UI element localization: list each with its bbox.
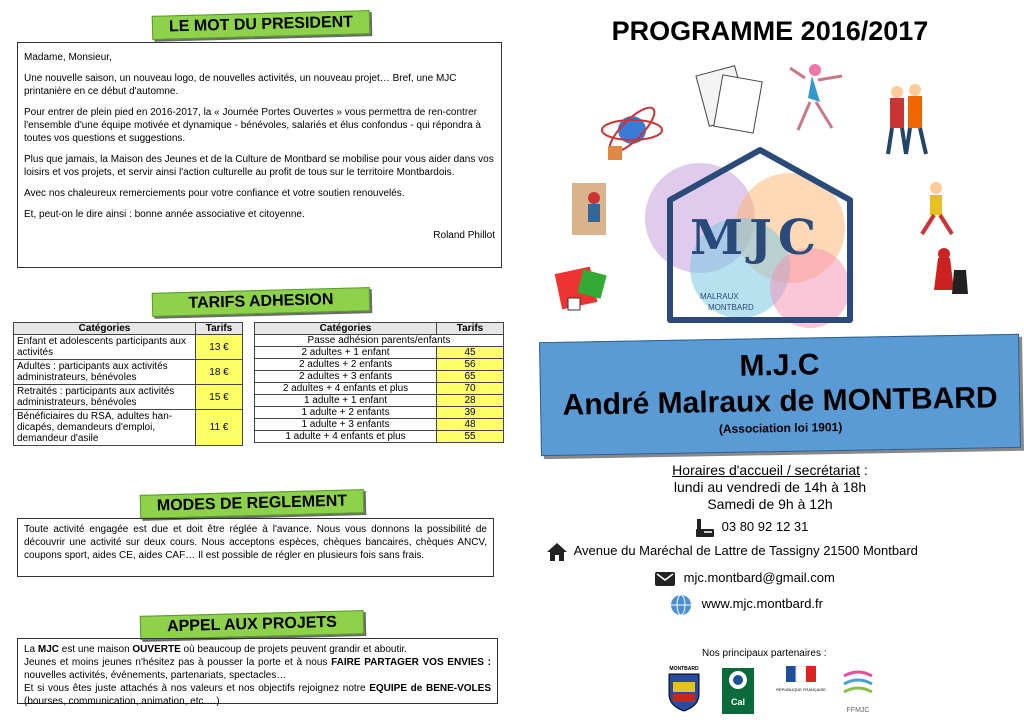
website-link[interactable]: www.mjc.montbard.fr bbox=[701, 596, 823, 612]
dancer-icon bbox=[790, 64, 842, 130]
col-categories: Catégories bbox=[14, 323, 196, 335]
col-tarifs: Tarifs bbox=[196, 323, 243, 335]
table-row: Bénéficiaires du RSA, adultes han-dicapés, demandeurs d'emploi, demandeur d'asile 11 € bbox=[14, 410, 243, 446]
mjc-name-full: André Malraux de MONTBARD bbox=[562, 381, 998, 422]
col-tarifs: Tarifs bbox=[437, 323, 504, 335]
logo-sub2: MONTBARD bbox=[708, 303, 754, 312]
fitness-icon bbox=[922, 182, 952, 234]
tarifs-title: TARIFS ADHESION bbox=[152, 287, 371, 317]
president-paragraph: Avec nos chaleureux remerciements pour votre confiance et votre soutien renouvelés. bbox=[24, 188, 405, 199]
col-categories: Catégories bbox=[255, 323, 437, 335]
web-row bbox=[670, 594, 823, 616]
table-row: Retraités : participants aux activités administrateurs, bénévoles 15 € bbox=[14, 385, 243, 410]
cards-icon bbox=[696, 66, 762, 133]
table-row: 1 adulte + 4 enfants et plus 55 bbox=[255, 431, 504, 443]
illustrations bbox=[550, 58, 990, 328]
email-row bbox=[654, 570, 835, 588]
partner-ffmjc: FFMJC bbox=[838, 666, 878, 714]
hikers-icon bbox=[888, 84, 926, 154]
table-row: Enfant et adolescents participants aux activités 13 € bbox=[14, 335, 243, 360]
chess-icon bbox=[934, 248, 968, 294]
mjc-name-short: M.J.C bbox=[739, 348, 820, 383]
table-row: 2 adultes + 2 enfants 56 bbox=[255, 359, 504, 371]
partners-title: Nos principaux partenaires : bbox=[702, 648, 827, 659]
address-row bbox=[546, 542, 918, 562]
table-row: 1 adulte + 1 enfant 28 bbox=[255, 395, 504, 407]
email-icon bbox=[654, 570, 676, 588]
partner-caf: Cal bbox=[722, 668, 754, 714]
horaires-saturday: Samedi de 9h à 12h bbox=[707, 496, 833, 512]
science-icon bbox=[602, 102, 662, 160]
president-message bbox=[17, 42, 502, 268]
president-paragraph: Et, peut-on le dire ainsi : bonne année associative et citoyenne. bbox=[24, 209, 305, 220]
tarifs-individual-table bbox=[13, 322, 243, 446]
email-link[interactable]: mjc.montbard@gmail.com bbox=[683, 570, 835, 586]
climbing-icon bbox=[572, 183, 606, 235]
table-row: 2 adultes + 3 enfants 65 bbox=[255, 371, 504, 383]
table-row: 1 adulte + 2 enfants 39 bbox=[255, 407, 504, 419]
ffmjc-logo-icon bbox=[840, 666, 876, 702]
table-row: Adultes : participants aux activités administrateurs, bénévoles 18 € bbox=[14, 360, 243, 385]
phone-number[interactable]: 03 80 92 12 31 bbox=[721, 519, 809, 535]
family-subheader: Passe adhésion parents/enfants bbox=[255, 335, 504, 347]
president-paragraph: Plus que jamais, la Maison des Jeunes et de la Culture de Montbard se mobilise pour vous aider dans vos loisirs et vos projets, et servir ainsi l'action culturelle au profit de tous sur le territoire Montbardois. bbox=[24, 154, 494, 178]
marianne-logo-icon bbox=[786, 666, 816, 682]
mjc-status: (Association loi 1901) bbox=[718, 419, 843, 437]
president-paragraph: Une nouvelle saison, un nouveau logo, de nouvelles activités, un nouveau projet… Bref, une MJC printanière en ce début d'automne. bbox=[24, 73, 457, 97]
mjc-banner bbox=[539, 334, 1021, 456]
tarifs-family-table bbox=[254, 322, 504, 443]
address: Avenue du Maréchal de Lattre de Tassigny 21500 Montbard bbox=[573, 543, 918, 559]
table-row: 2 adultes + 4 enfants et plus 70 bbox=[255, 383, 504, 395]
projets-box: La MJC est une maison OUVERTE où beaucoup de projets peuvent grandir et aboutir. Jeunes et moins jeunes n'hésitez pas à pousser la porte et à nous FAIRE PARTAGER VOS ENVIES : nouvelles activités, événements, partenariats, spectacles… Et si vous êtes juste attachés à nos valeurs et nos objectifs rejoignez notre EQUIPE de BENE-VOLES (bourses, communication, animation, etc.…) bbox=[17, 638, 498, 704]
partner-republique: RÉPUBLIQUE FRANÇAISE bbox=[776, 666, 826, 692]
projets-title: APPEL AUX PROJETS bbox=[140, 610, 365, 640]
logo-sub1: MALRAUX bbox=[700, 292, 739, 301]
programme-title: PROGRAMME 2016/2017 bbox=[611, 16, 929, 46]
table-row: 2 adultes + 1 enfant 45 bbox=[255, 347, 504, 359]
president-paragraph: Pour entrer de plein pied en 2016-2017, la « Journée Portes Ouvertes » vous permettra de ren-contrer l'ensemble d'une équipe motivée et dynamique - bénévoles, salariés et élus confondus - qui répondra à toutes vos questions et suggestions. bbox=[24, 107, 481, 144]
games-icon bbox=[555, 267, 607, 310]
partner-montbard: MONTBARD bbox=[664, 666, 704, 717]
phone-icon bbox=[694, 517, 716, 539]
table-row: 1 adulte + 3 enfants 48 bbox=[255, 419, 504, 431]
montbard-crest-icon bbox=[667, 672, 701, 712]
horaires-weekday: lundi au vendredi de 14h à 18h bbox=[673, 479, 867, 495]
horaires: Horaires d'accueil / secrétariat : lundi au vendredi de 14h à 18h Samedi de 9h à 12h bbox=[600, 462, 940, 513]
phone-row bbox=[694, 517, 808, 539]
reglement-box bbox=[17, 518, 494, 577]
reglement-title: MODES DE REGLEMENT bbox=[140, 489, 365, 519]
signature: Roland Phillot bbox=[433, 230, 495, 241]
president-title: LE MOT DU PRESIDENT bbox=[152, 10, 371, 40]
horaires-title: Horaires d'accueil / secrétariat bbox=[672, 462, 861, 478]
globe-icon bbox=[670, 594, 692, 616]
home-icon bbox=[546, 542, 568, 562]
greeting: Madame, Monsieur, bbox=[24, 52, 112, 63]
reglement-text: Toute activité engagée est due et doit être réglée à l'avance. Nous vous donnons la possibilité de découvrir une activité sur deux cours. Nous acceptons espèces, chèques bancaires, chèques ANCV, coupons sport, aides CE, aides CAF… Il est possible de régler en plusieurs fois sans frais. bbox=[24, 524, 487, 561]
caf-logo-icon bbox=[725, 668, 751, 692]
logo-letters: MJC bbox=[690, 210, 823, 266]
